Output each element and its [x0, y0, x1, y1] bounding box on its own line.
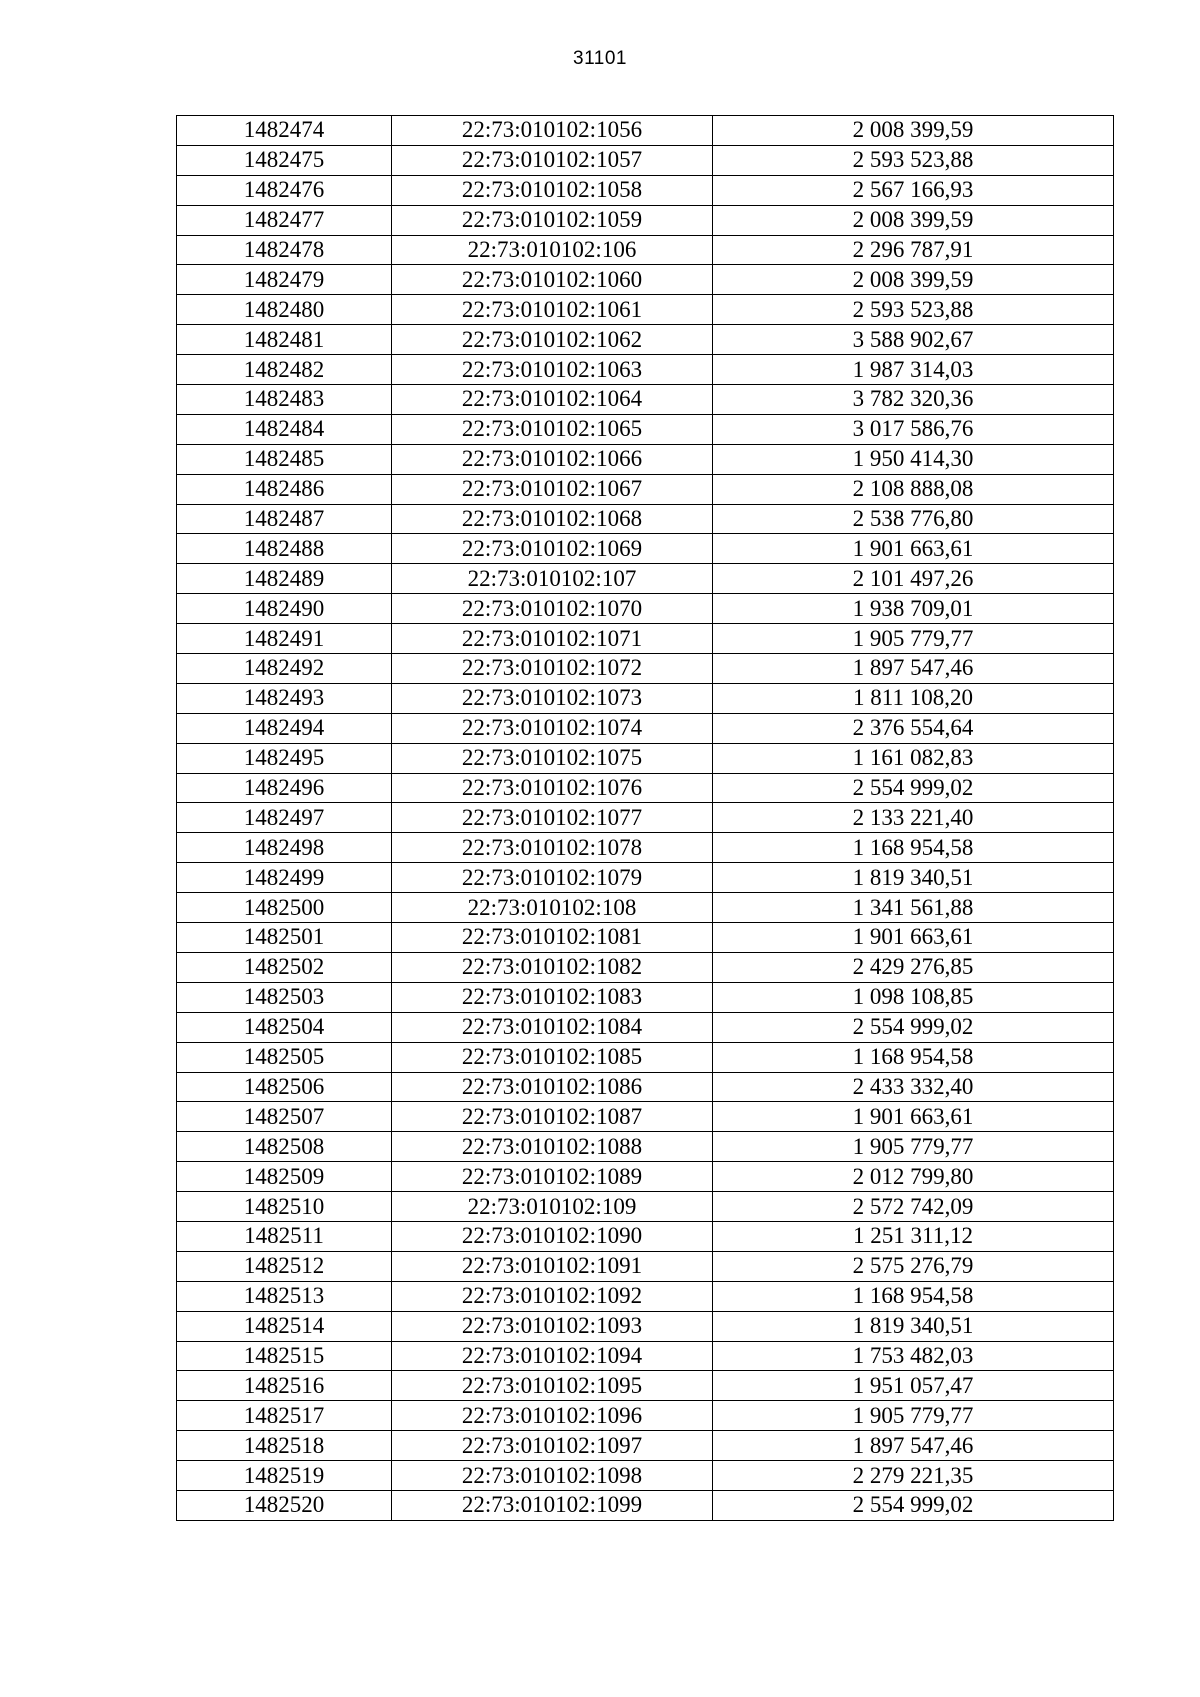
cadastral-value-cell: 2 554 999,02: [713, 1012, 1114, 1042]
table-row: [177, 1221, 1114, 1251]
cadastral-number-cell: 22:73:010102:1089: [392, 1162, 713, 1192]
cadastral-value-cell: 2 593 523,88: [713, 145, 1114, 175]
cadastral-number-cell: 22:73:010102:1090: [392, 1221, 713, 1251]
cadastral-number-cell: 22:73:010102:1077: [392, 803, 713, 833]
cadastral-value-cell: 1 098 108,85: [713, 982, 1114, 1012]
cadastral-number-cell: 22:73:010102:1093: [392, 1311, 713, 1341]
record-number-cell: 1482507: [177, 1102, 392, 1132]
table-row: [177, 504, 1114, 534]
table-row: [177, 355, 1114, 385]
record-number-cell: 1482494: [177, 713, 392, 743]
cadastral-value-cell: 1 251 311,12: [713, 1221, 1114, 1251]
cadastral-number-cell: 22:73:010102:1092: [392, 1281, 713, 1311]
cadastral-value-cell: 2 296 787,91: [713, 235, 1114, 265]
record-number-cell: 1482493: [177, 683, 392, 713]
cadastral-number-cell: 22:73:010102:1061: [392, 295, 713, 325]
table-row: [177, 1490, 1114, 1520]
record-number-cell: 1482516: [177, 1371, 392, 1401]
table-row: [177, 1281, 1114, 1311]
cadastral-number-cell: 22:73:010102:1087: [392, 1102, 713, 1132]
cadastral-number-cell: 22:73:010102:1073: [392, 683, 713, 713]
cadastral-value-cell: 2 008 399,59: [713, 116, 1114, 146]
table-row: [177, 1401, 1114, 1431]
cadastral-value-cell: 1 950 414,30: [713, 444, 1114, 474]
record-number-cell: 1482495: [177, 743, 392, 773]
cadastral-value-cell: 1 168 954,58: [713, 1042, 1114, 1072]
table-row: [177, 893, 1114, 923]
cadastral-number-cell: 22:73:010102:1071: [392, 624, 713, 654]
cadastral-number-cell: 22:73:010102:1057: [392, 145, 713, 175]
table-row: [177, 116, 1114, 146]
record-number-cell: 1482491: [177, 624, 392, 654]
record-number-cell: 1482505: [177, 1042, 392, 1072]
table-row: [177, 175, 1114, 205]
table-row: [177, 385, 1114, 415]
table-row: [177, 624, 1114, 654]
record-number-cell: 1482496: [177, 773, 392, 803]
record-number-cell: 1482477: [177, 205, 392, 235]
cadastral-value-cell: 2 433 332,40: [713, 1072, 1114, 1102]
cadastral-value-cell: 2 554 999,02: [713, 773, 1114, 803]
record-number-cell: 1482511: [177, 1221, 392, 1251]
table-row: [177, 1162, 1114, 1192]
cadastral-value-cell: 2 008 399,59: [713, 265, 1114, 295]
table-row: [177, 1132, 1114, 1162]
table-row: [177, 773, 1114, 803]
cadastral-number-cell: 22:73:010102:1086: [392, 1072, 713, 1102]
cadastral-value-cell: 2 133 221,40: [713, 803, 1114, 833]
record-number-cell: 1482476: [177, 175, 392, 205]
cadastral-number-cell: 22:73:010102:1067: [392, 474, 713, 504]
table-row: [177, 295, 1114, 325]
record-number-cell: 1482504: [177, 1012, 392, 1042]
table-row: [177, 1102, 1114, 1132]
record-number-cell: 1482488: [177, 534, 392, 564]
record-number-cell: 1482478: [177, 235, 392, 265]
record-number-cell: 1482484: [177, 414, 392, 444]
cadastral-value-cell: 2 538 776,80: [713, 504, 1114, 534]
table-row: [177, 265, 1114, 295]
record-number-cell: 1482489: [177, 564, 392, 594]
record-number-cell: 1482475: [177, 145, 392, 175]
cadastral-number-cell: 22:73:010102:109: [392, 1192, 713, 1222]
table-row: [177, 1311, 1114, 1341]
cadastral-number-cell: 22:73:010102:1091: [392, 1251, 713, 1281]
cadastral-value-cell: 1 905 779,77: [713, 1401, 1114, 1431]
table-row: [177, 1341, 1114, 1371]
table-row: [177, 982, 1114, 1012]
cadastral-value-cell: 2 429 276,85: [713, 952, 1114, 982]
table-row: [177, 1072, 1114, 1102]
record-number-cell: 1482508: [177, 1132, 392, 1162]
record-number-cell: 1482480: [177, 295, 392, 325]
cadastral-number-cell: 22:73:010102:1095: [392, 1371, 713, 1401]
table-row: [177, 863, 1114, 893]
cadastral-number-cell: 22:73:010102:1074: [392, 713, 713, 743]
cadastral-value-cell: 2 572 742,09: [713, 1192, 1114, 1222]
record-number-cell: 1482520: [177, 1490, 392, 1520]
page-number: 31101: [573, 48, 627, 69]
cadastral-number-cell: 22:73:010102:1064: [392, 385, 713, 415]
cadastral-number-cell: 22:73:010102:108: [392, 893, 713, 923]
cadastral-value-cell: 1 811 108,20: [713, 683, 1114, 713]
table-row: [177, 594, 1114, 624]
record-number-cell: 1482479: [177, 265, 392, 295]
table-row: [177, 923, 1114, 953]
cadastral-number-cell: 22:73:010102:1066: [392, 444, 713, 474]
cadastral-number-cell: 22:73:010102:1063: [392, 355, 713, 385]
record-number-cell: 1482502: [177, 952, 392, 982]
table-row: [177, 743, 1114, 773]
table-row: [177, 713, 1114, 743]
data-table: [176, 115, 1114, 1521]
cadastral-value-cell: 2 008 399,59: [713, 205, 1114, 235]
cadastral-number-cell: 22:73:010102:1062: [392, 325, 713, 355]
cadastral-value-cell: 3 017 586,76: [713, 414, 1114, 444]
table-row: [177, 414, 1114, 444]
record-number-cell: 1482498: [177, 833, 392, 863]
cadastral-number-cell: 22:73:010102:1060: [392, 265, 713, 295]
record-number-cell: 1482482: [177, 355, 392, 385]
cadastral-value-cell: 1 901 663,61: [713, 1102, 1114, 1132]
record-number-cell: 1482509: [177, 1162, 392, 1192]
record-number-cell: 1482485: [177, 444, 392, 474]
record-number-cell: 1482512: [177, 1251, 392, 1281]
cadastral-value-cell: 1 897 547,46: [713, 1431, 1114, 1461]
cadastral-value-cell: 1 901 663,61: [713, 534, 1114, 564]
cadastral-value-cell: 3 782 320,36: [713, 385, 1114, 415]
cadastral-value-cell: 2 101 497,26: [713, 564, 1114, 594]
cadastral-value-cell: 1 168 954,58: [713, 1281, 1114, 1311]
record-number-cell: 1482517: [177, 1401, 392, 1431]
cadastral-number-cell: 22:73:010102:1069: [392, 534, 713, 564]
table-row: [177, 564, 1114, 594]
table-row: [177, 325, 1114, 355]
table-row: [177, 1251, 1114, 1281]
record-number-cell: 1482497: [177, 803, 392, 833]
cadastral-number-cell: 22:73:010102:107: [392, 564, 713, 594]
cadastral-value-cell: 2 593 523,88: [713, 295, 1114, 325]
cadastral-number-cell: 22:73:010102:1058: [392, 175, 713, 205]
cadastral-value-cell: 2 012 799,80: [713, 1162, 1114, 1192]
cadastral-value-cell: 2 567 166,93: [713, 175, 1114, 205]
table-row: [177, 803, 1114, 833]
cadastral-value-cell: 1 905 779,77: [713, 624, 1114, 654]
cadastral-value-cell: 1 987 314,03: [713, 355, 1114, 385]
record-number-cell: 1482483: [177, 385, 392, 415]
record-number-cell: 1482486: [177, 474, 392, 504]
record-number-cell: 1482503: [177, 982, 392, 1012]
cadastral-number-cell: 22:73:010102:106: [392, 235, 713, 265]
cadastral-number-cell: 22:73:010102:1076: [392, 773, 713, 803]
table-row: [177, 1431, 1114, 1461]
table-row: [177, 1012, 1114, 1042]
record-number-cell: 1482513: [177, 1281, 392, 1311]
record-number-cell: 1482490: [177, 594, 392, 624]
cadastral-number-cell: 22:73:010102:1070: [392, 594, 713, 624]
cadastral-value-cell: 1 168 954,58: [713, 833, 1114, 863]
record-number-cell: 1482481: [177, 325, 392, 355]
record-number-cell: 1482506: [177, 1072, 392, 1102]
table-row: [177, 474, 1114, 504]
table-row: [177, 534, 1114, 564]
cadastral-value-cell: 1 341 561,88: [713, 893, 1114, 923]
record-number-cell: 1482510: [177, 1192, 392, 1222]
cadastral-value-cell: 2 575 276,79: [713, 1251, 1114, 1281]
record-number-cell: 1482514: [177, 1311, 392, 1341]
table-row: [177, 235, 1114, 265]
cadastral-number-cell: 22:73:010102:1099: [392, 1490, 713, 1520]
cadastral-number-cell: 22:73:010102:1084: [392, 1012, 713, 1042]
record-number-cell: 1482515: [177, 1341, 392, 1371]
cadastral-number-cell: 22:73:010102:1088: [392, 1132, 713, 1162]
cadastral-number-cell: 22:73:010102:1068: [392, 504, 713, 534]
cadastral-value-cell: 1 901 663,61: [713, 923, 1114, 953]
table-row: [177, 952, 1114, 982]
record-number-cell: 1482492: [177, 654, 392, 684]
cadastral-number-cell: 22:73:010102:1078: [392, 833, 713, 863]
table-row: [177, 833, 1114, 863]
cadastral-number-cell: 22:73:010102:1094: [392, 1341, 713, 1371]
table-row: [177, 1042, 1114, 1072]
record-number-cell: 1482474: [177, 116, 392, 146]
cadastral-number-cell: 22:73:010102:1097: [392, 1431, 713, 1461]
record-number-cell: 1482487: [177, 504, 392, 534]
table-body: [177, 116, 1114, 1521]
table-row: [177, 1371, 1114, 1401]
table-row: [177, 654, 1114, 684]
cadastral-number-cell: 22:73:010102:1081: [392, 923, 713, 953]
record-number-cell: 1482518: [177, 1431, 392, 1461]
cadastral-value-cell: 1 897 547,46: [713, 654, 1114, 684]
cadastral-value-cell: 1 905 779,77: [713, 1132, 1114, 1162]
table-row: [177, 444, 1114, 474]
cadastral-number-cell: 22:73:010102:1096: [392, 1401, 713, 1431]
cadastral-value-cell: 2 376 554,64: [713, 713, 1114, 743]
cadastral-number-cell: 22:73:010102:1065: [392, 414, 713, 444]
cadastral-number-cell: 22:73:010102:1082: [392, 952, 713, 982]
record-number-cell: 1482500: [177, 893, 392, 923]
cadastral-number-cell: 22:73:010102:1072: [392, 654, 713, 684]
table-row: [177, 1192, 1114, 1222]
cadastral-value-cell: 1 819 340,51: [713, 863, 1114, 893]
record-number-cell: 1482499: [177, 863, 392, 893]
cadastral-number-cell: 22:73:010102:1059: [392, 205, 713, 235]
cadastral-value-cell: 1 938 709,01: [713, 594, 1114, 624]
cadastral-value-cell: 3 588 902,67: [713, 325, 1114, 355]
table-row: [177, 683, 1114, 713]
cadastral-value-cell: 1 819 340,51: [713, 1311, 1114, 1341]
cadastral-value-cell: 2 554 999,02: [713, 1490, 1114, 1520]
cadastral-value-cell: 1 951 057,47: [713, 1371, 1114, 1401]
record-number-cell: 1482519: [177, 1461, 392, 1491]
table-row: [177, 145, 1114, 175]
cadastral-number-cell: 22:73:010102:1098: [392, 1461, 713, 1491]
record-number-cell: 1482501: [177, 923, 392, 953]
cadastral-number-cell: 22:73:010102:1083: [392, 982, 713, 1012]
table-row: [177, 205, 1114, 235]
table-row: [177, 1461, 1114, 1491]
cadastral-number-cell: 22:73:010102:1056: [392, 116, 713, 146]
cadastral-value-cell: 2 279 221,35: [713, 1461, 1114, 1491]
cadastral-value-cell: 1 753 482,03: [713, 1341, 1114, 1371]
cadastral-value-cell: 1 161 082,83: [713, 743, 1114, 773]
cadastral-number-cell: 22:73:010102:1079: [392, 863, 713, 893]
cadastral-number-cell: 22:73:010102:1085: [392, 1042, 713, 1072]
cadastral-number-cell: 22:73:010102:1075: [392, 743, 713, 773]
cadastral-value-cell: 2 108 888,08: [713, 474, 1114, 504]
